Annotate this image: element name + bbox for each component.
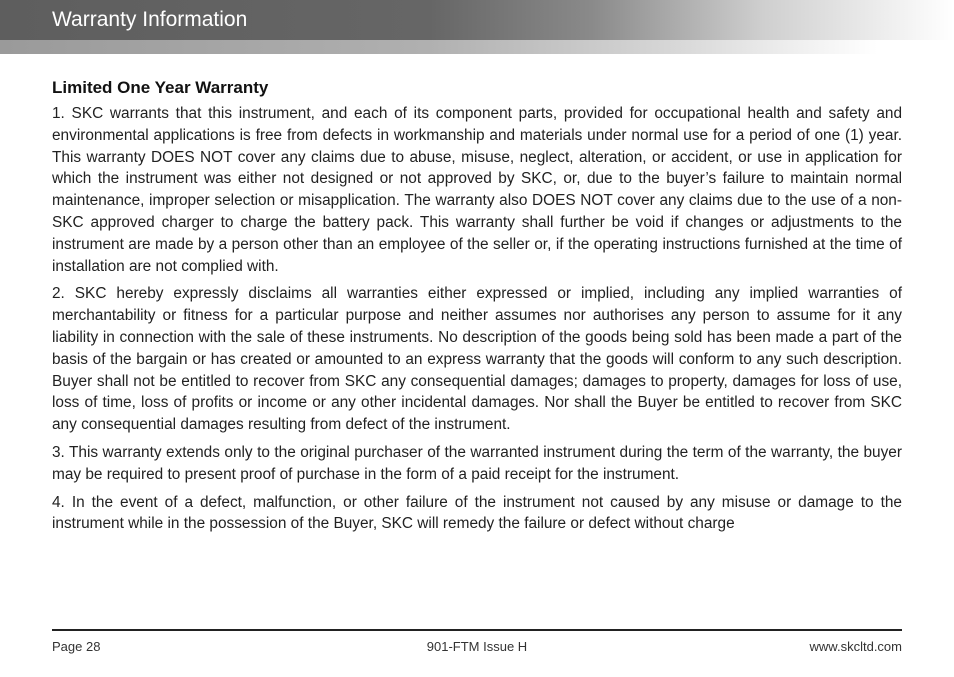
website-link[interactable]: www.skcltd.com [809, 639, 902, 654]
warranty-paragraph-3: 3. This warranty extends only to the original purchaser of the warranted instrument during the term of the warranty, the buyer may be required to present proof of purchase in the form of a paid receipt for the instrument. [52, 443, 902, 483]
warranty-paragraph-1: 1. SKC warrants that this instrument, and each of its component parts, provided for occupational health and safety and environmental applications is free from defects in workmanship and materials under normal use for a period of one (1) year. This warranty DOES NOT cover any claims due to abuse, misuse, neglect, alteration, or accident, or use in application for which the instrument was either not designed or not approved by SKC, or, due to the buyer’s failure to maintain normal maintenance, improper selection or misapplication. The warranty also DOES NOT cover any claims due to the use of a non-SKC approved charger to charge the battery pack. This warranty shall further be void if changes or adjustments to the instrument are made by a person other than an employee of the seller or, if the operating instructions furnished at the time of installation are not complied with. [52, 105, 902, 275]
footer-divider [52, 629, 902, 631]
document-id: 901-FTM Issue H [426, 639, 528, 654]
header-strip [0, 40, 954, 54]
section-title: Limited One Year Warranty [52, 78, 269, 97]
warranty-paragraph-4: 4. In the event of a defect, malfunction, or other failure of the instrument not caused by any misuse or damage to the instrument while in the possession of the Buyer, SKC will remedy the failure or defect without charge [52, 493, 902, 533]
warranty-paragraph-2: 2. SKC hereby expressly disclaims all warranties either expressed or implied, including any implied warranties of merchantability or fitness for a particular purpose and neither assumes nor authorises any person to assume for it any liability in connection with the sale of these instruments. No description of the goods being sold has been made a part of the basis of the bargain or has created or amounted to an express warranty that the goods will conform to any such description. Buyer shall not be entitled to recover from SKC any consequential damages; damages to property, damages for loss of use, loss of time, loss of profits or income or any other incidental damages. Nor shall the Buyer be entitled to recover from SKC any consequential damages resulting from defect of the instrument. [52, 285, 902, 434]
document-body [52, 78, 902, 541]
page-number: Page 28 [52, 639, 101, 654]
page-title: Warranty Information [52, 8, 248, 31]
header-bar [0, 0, 954, 40]
